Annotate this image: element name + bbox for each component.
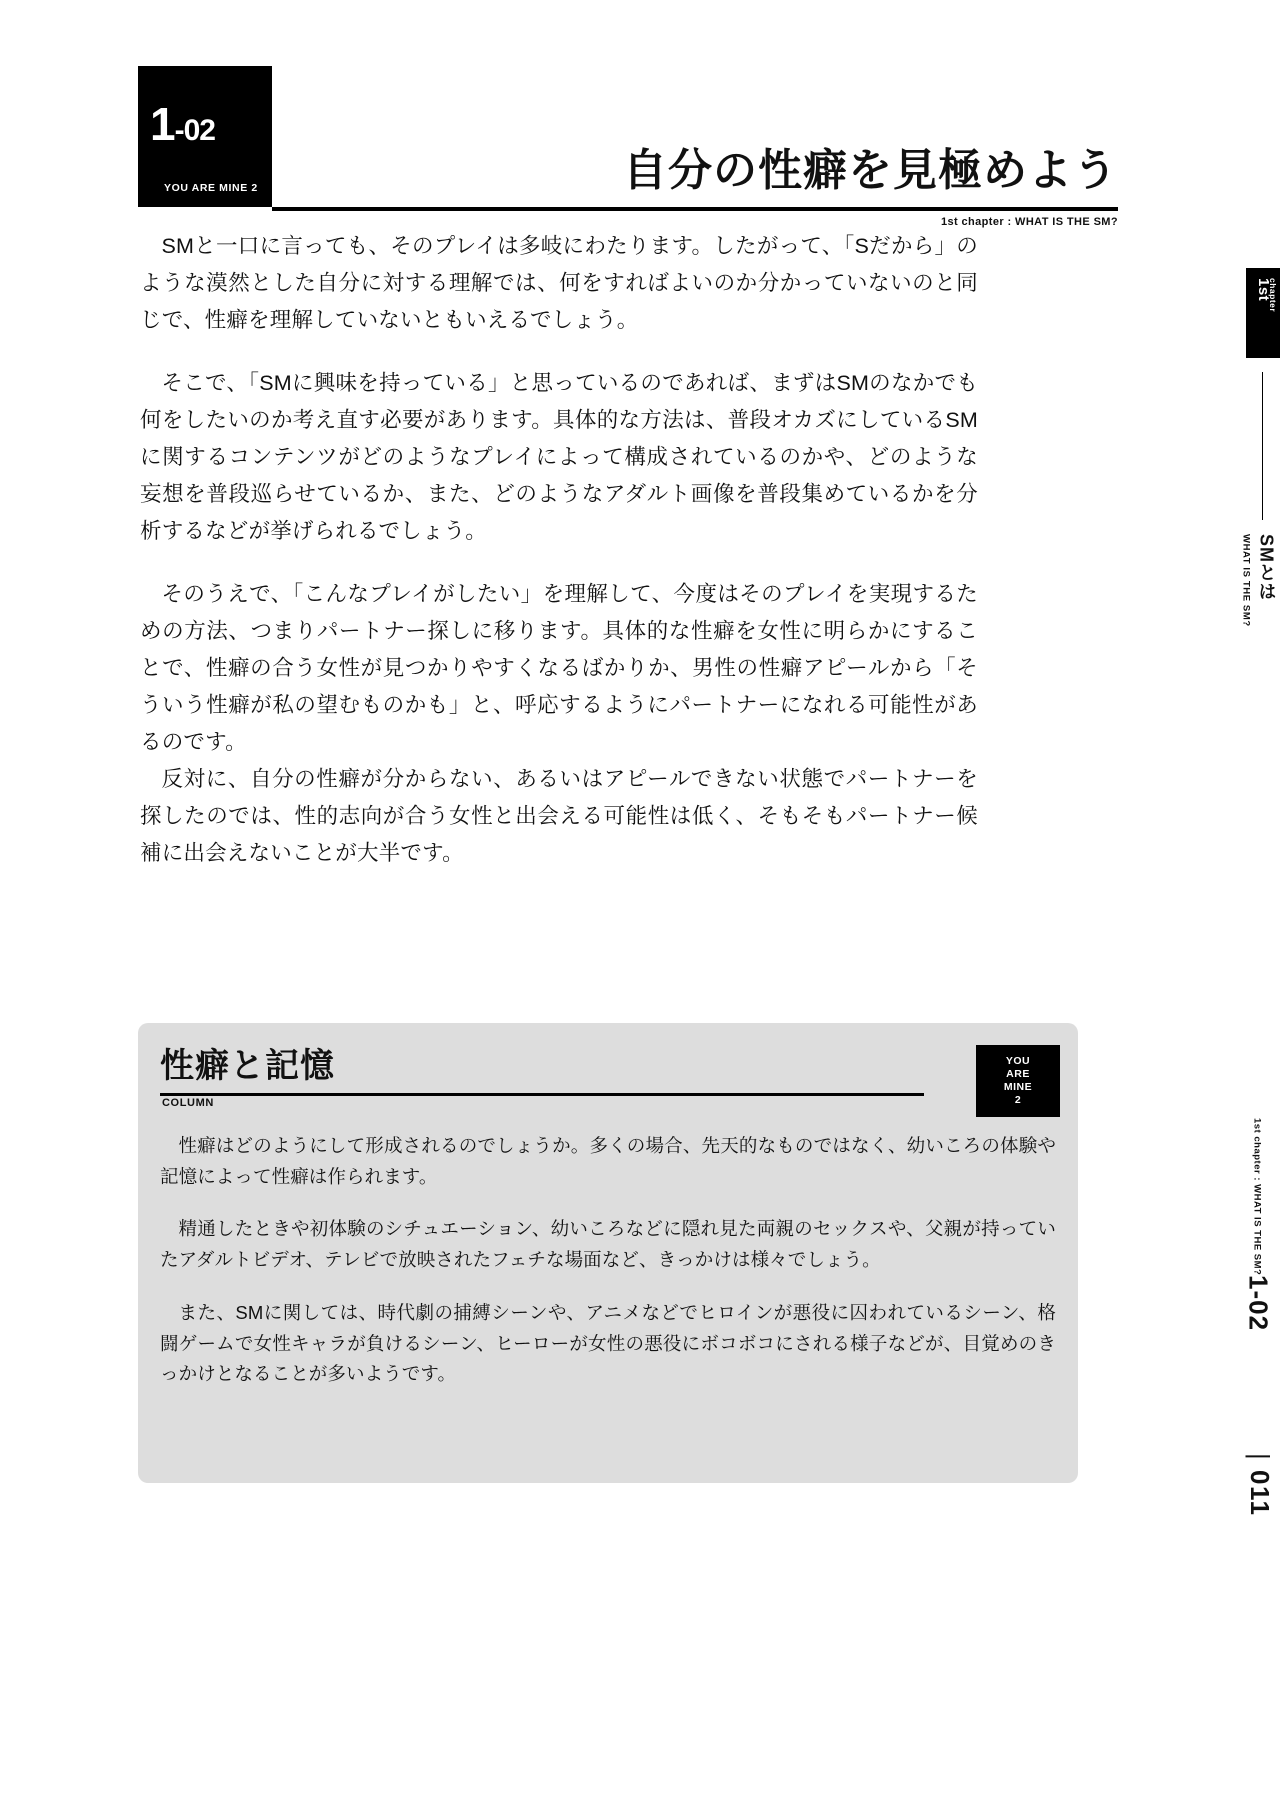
column-header [156, 1045, 1060, 1117]
column-brand-line-2: ARE [1006, 1068, 1030, 1080]
book-brand-label: YOU ARE MINE 2 [164, 182, 258, 194]
column-box [138, 1023, 1078, 1483]
page-header [138, 66, 1118, 228]
side-divider-rule [1262, 372, 1263, 520]
column-brand-line-1: YOU [1005, 1055, 1031, 1067]
page-number [1235, 1453, 1275, 1516]
chapter-number [150, 98, 215, 150]
side-footer-number: 1-02 [1243, 1275, 1274, 1332]
body-text [140, 228, 978, 898]
page-title: 自分の性癖を見極めよう [623, 146, 1118, 195]
side-vertical-label [1240, 534, 1280, 627]
side-vertical-sub: WHAT IS THE SM? [1240, 534, 1252, 627]
column-paragraph: また、SMに関しては、時代劇の捕縛シーンや、アニメなどでヒロインが悪役に囚われているシーン、格闘ゲームで女性キャラが負けるシーン、ヒーローが女性の悪役にボコボコにされる様子などが、目覚めのきっかけとなることが多いようです。 [160, 1301, 1056, 1385]
page-number-value: 011 [1245, 1469, 1275, 1516]
column-brand-line-4: 2 [1014, 1094, 1022, 1106]
side-vertical-main: SMとは [1256, 534, 1277, 601]
title-rule [272, 66, 1118, 211]
chapter-number-main: 1 [150, 98, 175, 150]
body-paragraph: 反対に、自分の性癖が分からない、あるいはアピールできない状態でパートナーを探したのでは、性的志向が合う女性と出会える可能性は低く、そもそもパートナー候補に出会えないことが大半です。 [140, 766, 978, 865]
body-paragraph: SMと一口に言っても、そのプレイは多岐にわたります。したがって、「Sだから」のような漠然とした自分に対する理解では、何をすればよいのか分かっていないのと同じで、性癖を理解していないともいえるでしょう。 [140, 234, 978, 332]
body-paragraph: そこで、「SMに興味を持っている」と思っているのであれば、まずはSMのなかでも何をしたいのか考え直す必要があります。具体的な方法は、普段オカズにしているSMに関するコンテンツがどのようなプレイによって構成されているのかや、どのような妄想を普段巡らせているか、また、どのようなアダルト画像を普段集めているかを分析するなどが挙げられるでしょう。 [140, 370, 978, 543]
column-body [160, 1131, 1056, 1390]
chapter-side-tab-sub: chapter [1268, 278, 1278, 313]
column-brand-line-3: MINE [1003, 1081, 1033, 1093]
column-paragraph: 性癖はどのようにして形成されるのでしょうか。多くの場合、先天的なものではなく、幼いころの体験や記憶によって性癖は作られます。 [160, 1135, 1056, 1187]
column-title: 性癖と記憶 [160, 1047, 335, 1085]
body-paragraph: そのうえで、「こんなプレイがしたい」を理解して、今度はそのプレイを実現するための方法、つまりパートナー探しに移ります。具体的な性癖を女性に明らかにすることで、性癖の合う女性が見つかりやすくなるばかりか、男性の性癖アピールから「そういう性癖が私の望むものかも」と、呼応するようにパートナーになれる可能性があるのです。 [140, 581, 978, 754]
column-brand-badge [976, 1045, 1060, 1117]
side-footer-marker [1236, 1118, 1280, 1498]
running-head: 1st chapter : WHAT IS THE SM? [940, 216, 1118, 228]
chapter-side-tab [1246, 268, 1280, 358]
column-paragraph: 精通したときや初体験のシチュエーション、幼いころなどに隠れ見た両親のセックスや、父親が持っていたアダルトビデオ、テレビで放映されたフェチな場面など、きっかけは様々でしょう。 [160, 1218, 1056, 1271]
page-number-bar: | [1245, 1452, 1275, 1461]
chapter-side-tab-main: 1st [1255, 278, 1272, 302]
column-kicker: COLUMN [162, 1097, 214, 1109]
chapter-number-sub: -02 [174, 114, 215, 147]
column-underline [160, 1093, 924, 1096]
chapter-number-badge [138, 66, 272, 207]
side-footer-sub: 1st chapter : WHAT IS THE SM? [1251, 1118, 1263, 1276]
